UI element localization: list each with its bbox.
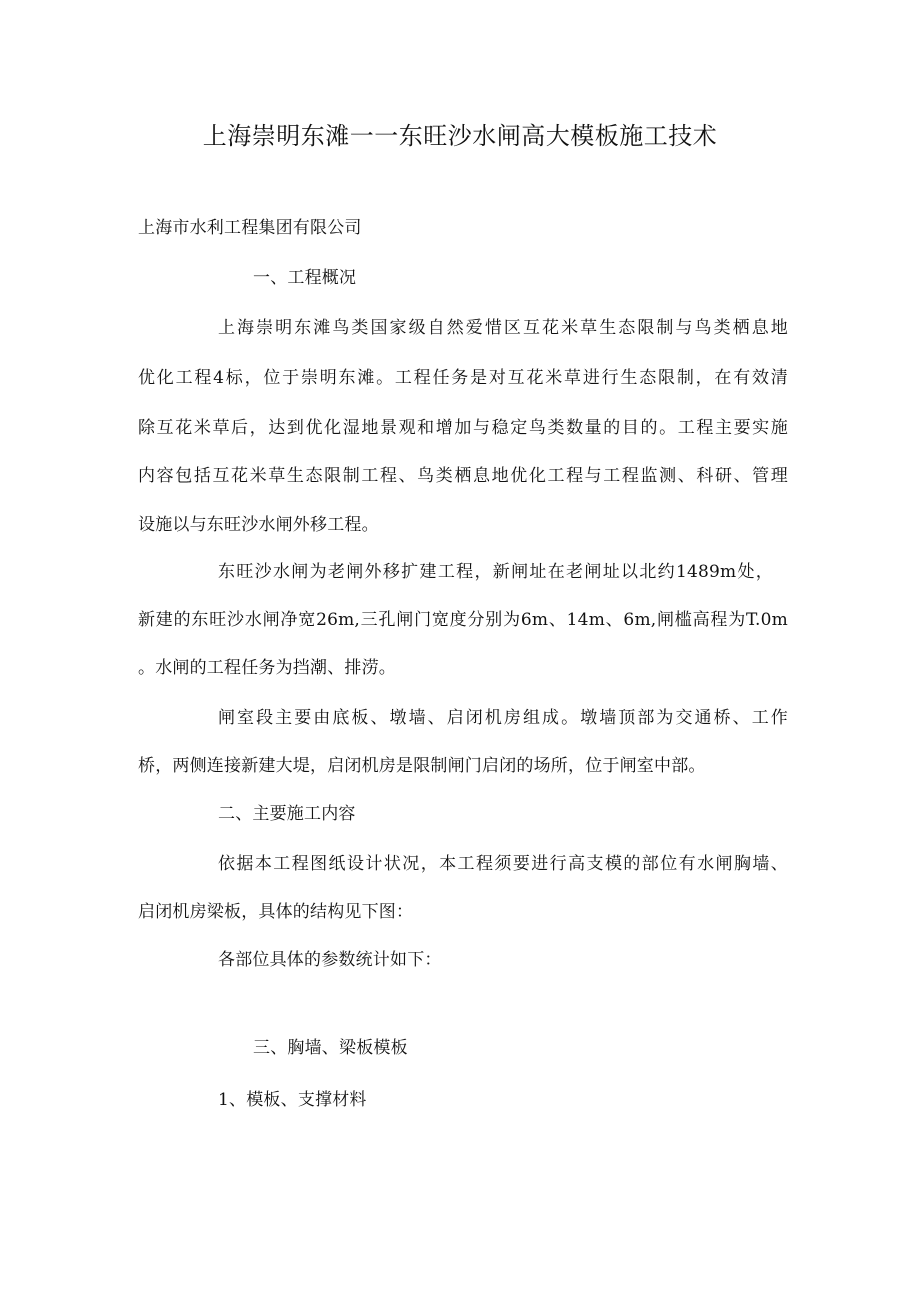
paragraph-line: 桥，两侧连接新建大堤，启闭机房是限制闸门启闭的场所，位于闸室中部。 — [138, 756, 706, 776]
company-name: 上海市水利工程集团有限公司 — [138, 218, 362, 238]
paragraph-line: 。水闸的工程任务为挡潮、排涝。 — [138, 658, 396, 678]
paragraph-line: 设施以与东旺沙水闸外移工程。 — [138, 515, 379, 535]
paragraph-line: 内容包括互花米草生态限制工程、鸟类栖息地优化工程与工程监测、科研、管理 — [138, 466, 788, 486]
paragraph-line: 上海崇明东滩鸟类国家级自然爱惜区互花米草生态限制与鸟类栖息地 — [218, 318, 788, 338]
subsection-heading-materials: 1、模板、支撑材料 — [218, 1090, 367, 1110]
paragraph-line: 依据本工程图纸设计状况，本工程须要进行高支模的部位有水闸胸墙、 — [218, 854, 788, 874]
paragraph-line: 各部位具体的参数统计如下： — [218, 950, 442, 970]
section-heading-overview: 一、工程概况 — [253, 268, 357, 288]
paragraph-line: 闸室段主要由底板、墩墙、启闭机房组成。墩墙顶部为交通桥、工作 — [218, 708, 788, 728]
paragraph-line: 东旺沙水闸为老闸外移扩建工程，新闸址在老闸址以北约1489m处， — [218, 562, 773, 582]
section-heading-construction: 二、主要施工内容 — [218, 804, 356, 824]
paragraph-line: 新建的东旺沙水闸净宽26m,三孔闸门宽度分别为6m、14m、6m,闸槛高程为T.0m — [138, 610, 788, 630]
paragraph-line: 启闭机房梁板，具体的结构见下图： — [138, 902, 414, 922]
paragraph-line: 优化工程4标，位于崇明东滩。工程任务是对互花米草进行生态限制，在有效清 — [138, 368, 788, 388]
paragraph-line: 除互花米草后，达到优化湿地景观和增加与稳定鸟类数量的目的。工程主要实施 — [138, 418, 788, 438]
document-title: 上海崇明东滩一一东旺沙水闸高大模板施工技术 — [202, 122, 718, 150]
section-heading-formwork: 三、胸墙、梁板模板 — [253, 1038, 408, 1058]
